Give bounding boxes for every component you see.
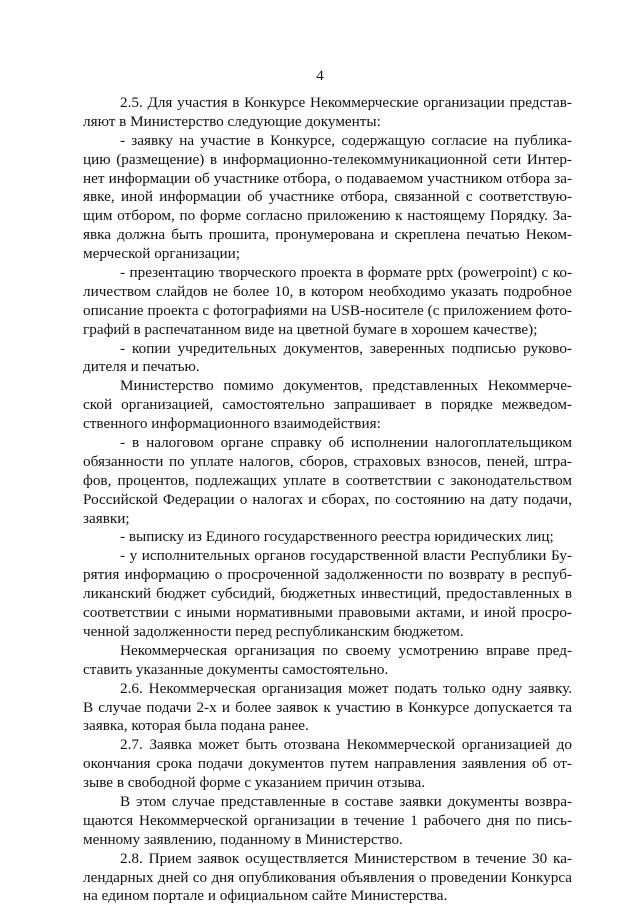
text-line: зыве в свободной форме с указанием причин отзыва. xyxy=(83,774,426,792)
text-line: щим отбором, по форме согласно приложению к настоящему Порядку. За- xyxy=(83,207,572,225)
text-line: ственного информационного взаимодействия: xyxy=(83,415,381,433)
text-line: - у исполнительных органов государственной власти Республики Бу- xyxy=(120,547,572,565)
text-line: явка должна быть прошита, пронумерована и скреплена печатью Неком- xyxy=(83,226,572,244)
text-line: - выписку из Единого государственного реестра юридических лиц; xyxy=(120,528,554,546)
text-line: на едином портале и официальном сайте Министерства. xyxy=(83,887,448,905)
text-line: нет информации об участнике отбора, о подаваемом участником отбора за- xyxy=(83,169,572,187)
text-line: соответствии с иными нормативными правовыми актами, и иной просро- xyxy=(83,604,572,622)
text-line: - презентацию творческого проекта в формате pptx (powerpoint) с ко- xyxy=(120,264,572,282)
text-line: - заявку на участие в Конкурсе, содержащую согласие на публика- xyxy=(120,131,572,149)
text-line: 2.8. Прием заявок осуществляется Министерством в течение 30 ка- xyxy=(120,849,572,867)
text-line: дителя и печатью. xyxy=(83,358,200,376)
text-line: заявки; xyxy=(83,509,130,527)
text-line: обязанности по уплате налогов, сборов, страховых взносов, пеней, штра- xyxy=(83,452,572,470)
text-line: ской организацией, самостоятельно запрашивает в порядке межведом- xyxy=(83,396,572,414)
text-line: ченной задолженности перед республиканским бюджетом. xyxy=(83,622,464,640)
text-line: ставить указанные документы самостоятельно. xyxy=(83,660,389,678)
text-line: окончания срока подачи документов путем направления заявления об от- xyxy=(83,755,572,773)
text-line: - в налоговом органе справку об исполнении налогоплательщиком xyxy=(120,434,572,452)
text-line: ликанский бюджет субсидий, бюджетных инвестиций, предоставленных в xyxy=(83,585,572,603)
document-body xyxy=(83,94,572,906)
text-line: описание проекта с фотографиями на USB-носителе (с приложением фото- xyxy=(83,301,572,319)
text-line: фов, процентов, подлежащих уплате в соответствии с законодательством xyxy=(83,471,572,489)
text-line: цию (размещение) в информационно-телекоммуникационной сети Интер- xyxy=(83,150,572,168)
text-line: 2.6. Некоммерческая организация может подать только одну заявку. xyxy=(120,679,572,697)
text-line: щаются Некоммерческой организации в течение 1 рабочего дня по пись- xyxy=(83,811,572,829)
text-line: Некоммерческая организация по своему усмотрению вправе пред- xyxy=(120,641,572,659)
page-number: 4 xyxy=(316,68,324,84)
text-line: лендарных дней со дня опубликования объявления о проведении Конкурса xyxy=(83,868,572,886)
text-line: - копии учредительных документов, заверенных подписью руково- xyxy=(120,339,572,357)
text-line: В этом случае представленные в составе заявки документы возвра- xyxy=(120,792,572,810)
text-line: 2.5. Для участия в Конкурсе Некоммерческие организации представ- xyxy=(120,94,572,111)
text-line: явке, иной информации об участнике отбора, связанной с соответствую- xyxy=(83,188,572,206)
text-line: графий в распечатанном виде на цветной бумаге в хорошем качестве); xyxy=(83,320,538,338)
text-line: Российской Федерации о налогах и сборах, по состоянию на дату подачи, xyxy=(83,490,572,508)
text-line: Министерство помимо документов, представленных Некоммерче- xyxy=(120,377,572,395)
text-line: В случае подачи 2-х и более заявок к участию в Конкурсе допускается та xyxy=(83,698,572,716)
text-line: мерческой организации; xyxy=(83,245,240,263)
text-line: заявка, которая была подана ранее. xyxy=(83,717,309,735)
text-line: менному заявлению, поданному в Министерство. xyxy=(83,830,403,848)
text-line: 2.7. Заявка может быть отозвана Некоммерческой организацией до xyxy=(120,736,572,754)
text-line: личеством слайдов не более 10, в котором необходимо указать подробное xyxy=(83,282,572,300)
text-line: ляют в Министерство следующие документы: xyxy=(83,112,381,130)
text-line: рятия информацию о просроченной задолженности по возврату в респуб- xyxy=(83,566,572,584)
